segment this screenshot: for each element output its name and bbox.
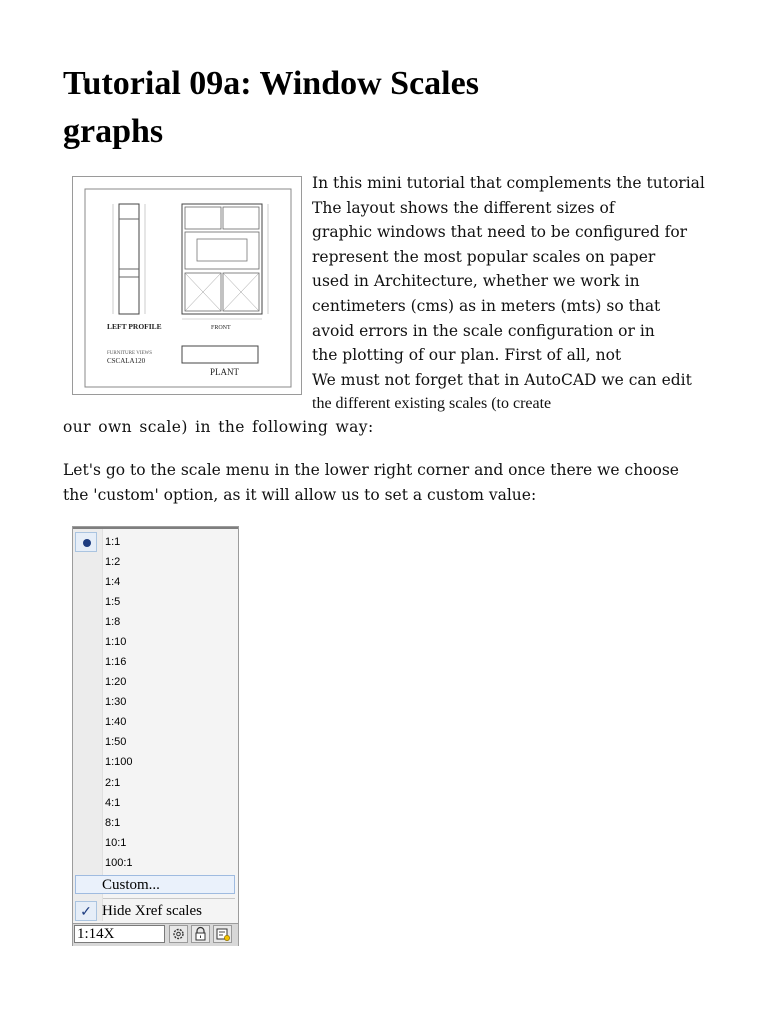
intro-line: used in Architecture, whether we work in [312,272,640,291]
annotation-icon[interactable] [213,925,232,943]
gear-icon[interactable] [169,925,188,943]
plant-label: PLANT [210,367,239,377]
intro-line: The layout shows the different sizes of [312,198,615,217]
scale-option[interactable]: 1:20 [105,676,127,688]
intro-line: centimeters (cms) as in meters (mts) so that [312,296,661,315]
scale-option[interactable]: 10:1 [105,837,127,849]
scale-option[interactable]: 1:30 [105,696,127,708]
intro-paragraph [312,171,712,417]
page-title [63,60,703,156]
intro-line: avoid errors in the scale configuration or in [312,321,655,340]
scale-label: CSCALA120 [107,357,146,365]
scale-option[interactable]: 2:1 [105,777,121,789]
intro-line: the different existing scales (to create [312,395,552,413]
instruction-line: Let's go to the scale menu in the lower right corner and once there we choose [63,461,679,479]
menu-separator [103,898,235,899]
furniture-drawing-image [73,177,301,394]
furniture-drawing-figure [72,176,302,395]
views-label: FURNITURE VIEWS [107,351,153,356]
left-profile-label: LEFT PROFILE [107,322,162,331]
scale-option[interactable]: 8:1 [105,817,121,829]
intro-line: the plotting of our plan. First of all, not [312,346,622,365]
custom-scale-label[interactable]: Custom... [102,877,160,893]
checkmark-icon[interactable]: ✓ [75,901,97,921]
scale-option[interactable]: 1:5 [105,596,121,608]
annotation-icon-graphic [214,926,231,942]
status-bar [73,923,238,946]
scale-option[interactable]: 1:100 [105,756,133,768]
scale-option[interactable]: 1:40 [105,716,127,728]
title-line-2: graphs [63,113,164,150]
lock-icon[interactable] [191,925,210,943]
title-line-1: Tutorial 09a: Window Scales [63,65,479,102]
intro-line: graphic windows that need to be configured for [312,223,688,242]
scale-option[interactable]: 100:1 [105,857,133,869]
current-scale-field[interactable]: 1:14X [74,925,165,943]
intro-line: We must not forget that in AutoCAD we can edit [312,370,692,389]
scale-option[interactable]: 1:50 [105,736,127,748]
intro-line: represent the most popular scales on paper [312,247,656,266]
menu-icon-gutter [73,529,103,921]
scale-option[interactable]: 1:16 [105,656,127,668]
radio-dot [83,539,91,547]
scale-option[interactable]: 1:4 [105,576,121,588]
intro-continuation: our own scale) in the following way: [63,418,374,436]
scale-option[interactable]: 1:8 [105,616,121,628]
intro-line: In this mini tutorial that complements the tutorial [312,174,705,192]
hide-xref-scales-option[interactable]: Hide Xref scales [102,903,202,919]
scale-option[interactable]: 1:10 [105,636,127,648]
scale-option[interactable]: 1:1 [105,536,121,548]
front-label: FRONT [211,325,231,331]
scale-option[interactable]: 1:2 [105,556,121,568]
lock-icon-graphic [192,926,209,942]
gear-icon-graphic [170,926,187,942]
scale-option[interactable]: 4:1 [105,797,121,809]
radio-selected-icon [75,532,97,552]
instruction-line: the 'custom' option, as it will allow us to set a custom value: [63,485,537,504]
scale-menu [72,526,239,946]
instruction-paragraph [63,458,703,507]
